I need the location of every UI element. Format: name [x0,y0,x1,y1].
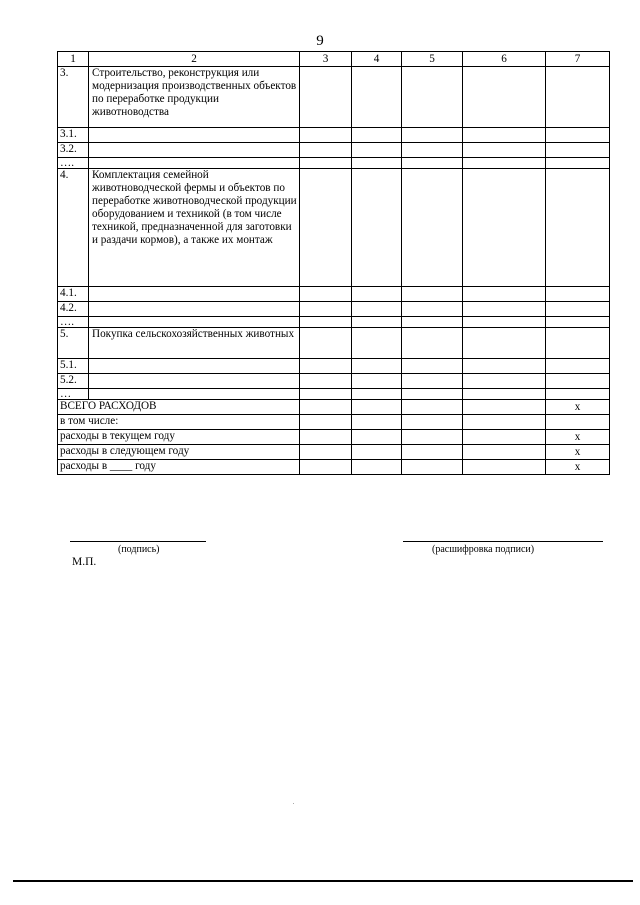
table-cell [300,143,352,158]
row-label: Покупка сельскохозяйственных животных [89,328,300,359]
table-cell [89,287,300,302]
total-label: ВСЕГО РАСХОДОВ [58,400,300,415]
table-cell [463,430,546,445]
table-cell [352,460,402,475]
row-number: 4. [58,169,89,287]
row-number: 3.2. [58,143,89,158]
row-number: …. [58,317,89,328]
table-cell [402,287,463,302]
table-cell [89,389,300,400]
sub-row [58,287,610,302]
table-cell [463,374,546,389]
bottom-rule [13,880,633,882]
table-cell [352,374,402,389]
table-cell [352,317,402,328]
table-cell [546,389,610,400]
signature-line [70,541,206,542]
table-cell [463,128,546,143]
table-cell [300,128,352,143]
not-applicable-mark: х [546,460,610,475]
scan-speck [293,803,294,804]
table-cell [463,445,546,460]
table-cell [402,302,463,317]
total-row [58,430,610,445]
header-cell-7: 7 [546,52,610,67]
table-cell [352,328,402,359]
ellipsis-row [58,389,610,400]
signature-decoding-line [403,541,603,542]
stamp-place-label: М.П. [72,556,97,568]
table-cell [546,287,610,302]
not-applicable-mark: х [546,445,610,460]
table-cell [300,389,352,400]
sub-row [58,374,610,389]
row-number: 3.1. [58,128,89,143]
table-cell [546,374,610,389]
table-cell [402,400,463,415]
table-cell [352,169,402,287]
table-cell [352,445,402,460]
table-cell [463,389,546,400]
table-cell [402,445,463,460]
sub-row [58,359,610,374]
total-row [58,400,610,415]
table-cell [300,374,352,389]
table-cell [300,169,352,287]
table-cell [546,302,610,317]
table-cell [463,317,546,328]
header-cell-5: 5 [402,52,463,67]
header-cell-3: 3 [300,52,352,67]
row-number: 4.2. [58,302,89,317]
signature-caption: (подпись) [118,544,160,555]
row-number: 5. [58,328,89,359]
table-cell [89,374,300,389]
total-row [58,445,610,460]
sub-row [58,143,610,158]
table-cell [546,359,610,374]
table-cell [463,302,546,317]
total-label: расходы в следующем году [58,445,300,460]
header-cell-4: 4 [352,52,402,67]
table-cell [402,359,463,374]
table-cell [463,359,546,374]
ellipsis-row [58,158,610,169]
row-number: 3. [58,67,89,128]
table-cell [402,158,463,169]
table-cell [300,430,352,445]
table-cell [402,460,463,475]
table-cell [89,317,300,328]
table-cell [89,158,300,169]
section-row [58,169,610,287]
sub-row [58,302,610,317]
sub-row [58,128,610,143]
table-cell [402,430,463,445]
table-cell [300,328,352,359]
table-cell [352,287,402,302]
table-cell [300,287,352,302]
table-cell [546,328,610,359]
table-cell [463,158,546,169]
ellipsis-row [58,317,610,328]
header-row [58,52,610,67]
not-applicable-mark: х [546,430,610,445]
table-cell [546,158,610,169]
table-cell [352,389,402,400]
table-cell [463,400,546,415]
table-cell [546,317,610,328]
table-cell [402,317,463,328]
expense-table [57,51,610,475]
table-cell [402,328,463,359]
table-cell [352,415,402,430]
table-cell [300,317,352,328]
table-cell [89,359,300,374]
table-cell [300,302,352,317]
row-number: 5.2. [58,374,89,389]
table-cell [402,67,463,128]
table-cell [402,374,463,389]
row-label: Комплектация семейной животноводческой фермы и объектов по переработке животноводческой продукции оборудованием и техникой (в том числе техникой, предназначенной для заготовки и раздачи кормов), а также их монтаж [89,169,300,287]
table-cell [546,128,610,143]
table-cell [352,400,402,415]
table-cell [463,169,546,287]
table-cell [352,67,402,128]
table-cell [352,128,402,143]
table-cell [89,302,300,317]
row-label: Строительство, реконструкция или модернизация производственных объектов по переработке продукции животноводства [89,67,300,128]
signature-decoding-caption: (расшифровка подписи) [432,544,535,555]
header-cell-6: 6 [463,52,546,67]
not-applicable-mark: х [546,400,610,415]
table-cell [463,143,546,158]
table-cell [352,143,402,158]
section-row [58,328,610,359]
table-cell [463,328,546,359]
table-cell [300,400,352,415]
table-cell [546,169,610,287]
row-number: …. [58,158,89,169]
table-cell [300,67,352,128]
table-cell [300,359,352,374]
table-cell [402,389,463,400]
row-number: 5.1. [58,359,89,374]
table-cell [352,302,402,317]
table-cell [546,67,610,128]
total-label: в том числе: [58,415,300,430]
header-cell-2: 2 [89,52,300,67]
table-cell [300,415,352,430]
total-label: расходы в ____ году [58,460,300,475]
table-cell [402,169,463,287]
table-cell [300,460,352,475]
header-cell-1: 1 [58,52,89,67]
total-row [58,460,610,475]
row-number: 4.1. [58,287,89,302]
table-cell [463,287,546,302]
table-cell [352,430,402,445]
table-cell [463,460,546,475]
table-cell [402,415,463,430]
table-cell [300,158,352,169]
table-cell [89,128,300,143]
table-cell [402,143,463,158]
row-number: … [58,389,89,400]
table-cell [546,415,610,430]
total-label: расходы в текущем году [58,430,300,445]
table-cell [402,128,463,143]
table-cell [89,143,300,158]
table-cell [463,415,546,430]
table-cell [546,143,610,158]
table-cell [352,359,402,374]
table-cell [300,445,352,460]
section-row [58,67,610,128]
table-cell [352,158,402,169]
total-row [58,415,610,430]
page-number: 9 [316,33,324,49]
table-cell [463,67,546,128]
